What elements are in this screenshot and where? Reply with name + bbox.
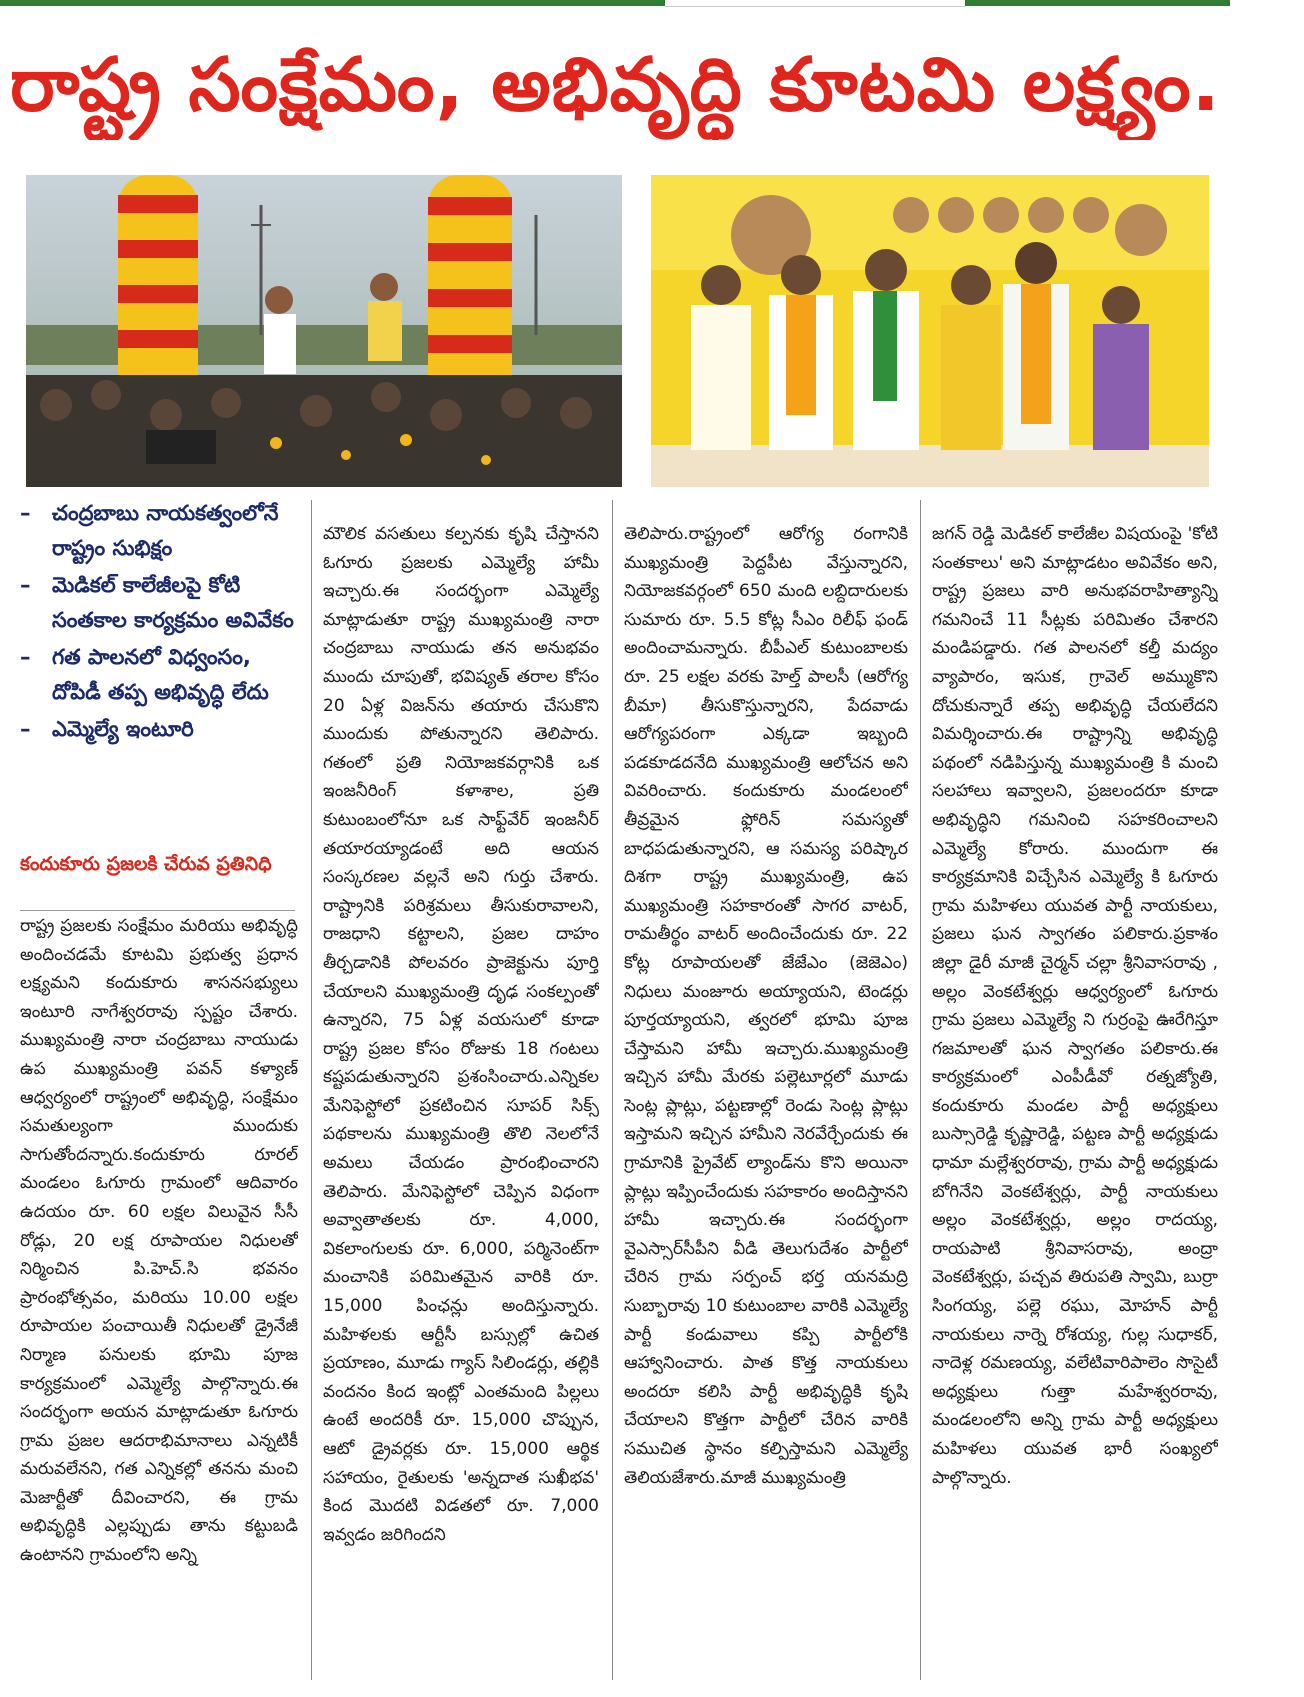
procession-photo bbox=[26, 175, 622, 487]
highlight-item: – చంద్రబాబు నాయకత్వంలోనే రాష్ట్రం సుభిక్షం bbox=[20, 501, 279, 560]
column-separator bbox=[920, 500, 921, 1680]
stage-event-photo bbox=[651, 175, 1209, 487]
article-column-4: జగన్ రెడ్డి మెడికల్ కాలేజీల విషయంపై 'కోటి సంతకాలు' అని మాట్లాడటం అవివేకం అని, రాష్ట్ర ప్రజలు వారి అనుభవరాహిత్యాన్ని గమనించే 11 సీట్లకు పరిమితం చేశారని మండిపడ్డారు. గత పాలనలో కల్తీ మద్యం వ్యాపారం, ఇసుక, గ్రావెల్ అమ్ముకొని దోచుకున్నారే తప్ప అభివృద్ధి చేయలేదని విమర్శించారు.ఈ రాష్ట్రాన్ని అభివృద్ధి పథంలో నడిపిస్తున్న ముఖ్యమంత్రి కి మంచి సలహాలు ఇవ్వాలని, ప్రజలందరూ కూడా అభివృద్ధిని గమనించి సహకరించాలని ఎమ్మెల్యే కోరారు. ముందుగా ఈ కార్యక్రమానికి విచ్చేసిన ఎమ్మెల్యే కి ఓగూరు గ్రామ మహిళలు యువత పార్టీ నాయకులు, ప్రజలు ఘన స్వాగతం పలికారు.ప్రకాశం జిల్లా డైరీ మాజీ చైర్మన్ చల్లా శ్రీనివాసరావు , అల్లం వెంకటేశ్వర్లు ఆధ్వర్యంలో ఓగూరు గ్రామ ప్రజలు ఎమ్మెల్యే ని గుర్రంపై ఊరేగిస్తూ గజమాలతో ఘన స్వాగతం పలికారు.ఈ కార్యక్రమంలో ఎంపీడీవో రత్నజ్యోతి, కందుకూరు మండల పార్టీ అధ్యక్షులు బుస్సారెడ్డి కృష్ణారెడ్డి, పట్టణ పార్టీ అధ్యక్షుడు ధామా మల్లేశ్వరరావు, గ్రామ పార్టీ అధ్యక్షుడు బోగినేని వెంకటేశ్వర్లు, పార్టీ నాయకులు అల్లం వెంకటేశ్వర్లు, అల్లం రాదయ్య, రాయపాటి శ్రీనివాసరావు, అంద్రా వెంకటేశ్వర్లు, పచ్చవ తిరుపతి స్వామి, బుర్రా సింగయ్య, పల్లె రఘు, మోహన్ పార్టీ నాయకులు నార్నె రోశయ్య, గుల్ల సుధాకర్, నాదెళ్ల రమణయ్య, వలేటివారిపాలెం సొసైటీ అధ్యక్షులు గుత్తా మహేశ్వరరావు, మండలంలోని అన్ని గ్రామ పార్టీ అధ్యక్షులు మహిళలు యువత భారీ సంఖ్యలో పాల్గొన్నారు. bbox=[932, 524, 1218, 1488]
article-column-3: తెలిపారు.రాష్ట్రంలో ఆరోగ్య రంగానికి ముఖ్యమంత్రి పెద్దపీట వేస్తున్నారని, నియోజకవర్గంలో 650 మంది లబ్దిదారులకు సుమారు రూ. 5.5 కోట్ల సీఎం రిలీఫ్ ఫండ్ అందించామన్నారు. బీపీఎల్ కుటుంబాలకు రూ. 25 లక్షల వరకు హెల్త్ పాలసీ (ఆరోగ్య బీమా) తీసుకొస్తున్నారని, పేదవాడు ఆరోగ్యపరంగా ఎక్కడా ఇబ్బంది పడకూడదనేది ముఖ్యమంత్రి ఆలోచన అని వివరించారు. కందుకూరు మండలంలో తీవ్రమైన ఫ్లోరిన్ సమస్యతో బాధపడుతున్నారని, ఆ సమస్య పరిష్కార దిశగా రాష్ట్ర ముఖ్యమంత్రి, ఉప ముఖ్యమంత్రి సహకారంతో సాగర వాటర్, రామతీర్థం వాటర్ అందించేందుకు రూ. 22 కోట్ల రూపాయలతో జేజేఎం (జెజెఎం) నిధులు మంజూరు అయ్యాయని, టెండర్లు పూర్తయ్యాయని, త్వరలో భూమి పూజ చేస్తామని హామీ ఇచ్చారు.ముఖ్యమంత్రి ఇచ్చిన హామీ మేరకు పల్లెటూర్లలో మూడు సెంట్ల ప్లాట్లు, పట్టణాల్లో రెండు సెంట్ల ప్లాట్లు ఇస్తామని ఇచ్చిన హామీని నెరవేర్చేందుకు ఈ గ్రామానికి ప్రైవేట్ ల్యాండ్‌ను కొని అయినా ప్లాట్లు ఇప్పించేందుకు సహకారం అందిస్తానని హామీ ఇచ్చారు.ఈ సందర్భంగా వైఎస్సార్‌సీపీని వీడి తెలుగుదేశం పార్టీలో చేరిన గ్రామ సర్పంచ్ భర్త యనమద్రి సుబ్బారావు 10 కుటుంబాల వారికి ఎమ్మెల్యే పార్టీ కండువాలు కప్పి పార్టీలోకి ఆహ్వానించారు. పాత కొత్త నాయకులు అందరూ కలిసి పార్టీ అభివృద్ధికి కృషి చేయాలని కొత్తగా పార్టీలో చేరిన వారికి సముచిత స్థానం కల్పిస్తామని ఎమ్మెల్యే తెలియజేశారు.మాజీ ముఖ్యమంత్రి bbox=[624, 524, 908, 1488]
column-separator bbox=[311, 500, 312, 1680]
headline: రాష్ట్ర సంక్షేమం, అభివృద్ధి కూటమి లక్ష్యం. bbox=[10, 42, 1221, 128]
top-accent-bar bbox=[0, 0, 1230, 6]
highlight-item: – గత పాలనలో విధ్వంసం, దోపిడీ తప్ప అభివృద్ధి లేదు bbox=[20, 645, 269, 704]
highlights-list bbox=[20, 496, 300, 749]
highlight-item: – మెడికల్ కాలేజీలపై కోటి సంతకాల కార్యక్రమం అవివేకం bbox=[20, 573, 294, 632]
top-accent-gap bbox=[665, 0, 965, 7]
article-column-2: మౌలిక వసతులు కల్పనకు కృషి చేస్తానని ఓగూరు ప్రజలకు ఎమ్మెల్యే హామీ ఇచ్చారు.ఈ సందర్భంగా ఎమ్మెల్యే మాట్లాడుతూ రాష్ట్ర ముఖ్యమంత్రి నారా చంద్రబాబు నాయుడు తన అనుభవం ముందు చూపుతో, భవిష్యత్ తరాల కోసం 20 ఏళ్ల విజన్‌ను తయారు చేసుకొని ముందుకు పోతున్నారని తెలిపారు. గతంలో ప్రతి నియోజకవర్గానికి ఒక ఇంజనీరింగ్ కళాశాల, ప్రతి కుటుంబంలోనూ ఒక సాఫ్ట్‌వేర్ ఇంజనీర్ తయారయ్యాడంటే అది ఆయన సంస్కరణల వల్లనే అని గుర్తు చేశారు. రాష్ట్రానికి పరిశ్రమలు తీసుకురావాలని, రాజధాని కట్టాలని, ప్రజల దాహం తీర్చడానికి పోలవరం ప్రాజెక్టును పూర్తి చేయాలని ముఖ్యమంత్రి దృఢ సంకల్పంతో ఉన్నారని, 75 ఏళ్ల వయసులో కూడా రాష్ట్ర ప్రజల కోసం రోజుకు 18 గంటలు కష్టపడుతున్నారని ప్రశంసించారు.ఎన్నికల మేనిఫెస్టోలో ప్రకటించిన సూపర్ సిక్స్ పథకాలను ముఖ్యమంత్రి తొలి నెలలోనే అమలు చేయడం ప్రారంభించారని తెలిపారు. మేనిఫెస్టోలో చెప్పిన విధంగా అవ్వాతాతలకు రూ. 4,000, వికలాంగులకు రూ. 6,000, పర్మినెంట్‌గా మంచానికి పరిమితమైన వారికి రూ. 15,000 పింఛన్లు అందిస్తున్నారు. మహిళలకు ఆర్టీసీ బస్సుల్లో ఉచిత ప్రయాణం, మూడు గ్యాస్ సిలిండర్లు, తల్లికి వందనం కింద ఇంట్లో ఎంతమంది పిల్లలు ఉంటే అందరికీ రూ. 15,000 చొప్పున, ఆటో డ్రైవర్లకు రూ. 15,000 ఆర్థిక సహాయం, రైతులకు 'అన్నదాత సుఖీభవ' కింద మొదటి విడతలో రూ. 7,000 ఇవ్వడం జరిగిందని bbox=[323, 524, 599, 1545]
byline-subhead: కందుకూరు ప్రజలకి చేరువ ప్రతినిధి bbox=[20, 853, 272, 875]
column-separator bbox=[612, 500, 613, 1680]
byline-rule bbox=[20, 910, 295, 911]
highlight-item: – ఎమ్మెల్యే ఇంటూరి bbox=[20, 717, 194, 741]
article-column-1: రాష్ట్ర ప్రజలకు సంక్షేమం మరియు అభివృద్ధి అందించడమే కూటమి ప్రభుత్వ ప్రధాన లక్ష్యమని కందుకూరు శాసనసభ్యులు ఇంటూరి నాగేశ్వరరావు స్పష్టం చేశారు. ముఖ్యమంత్రి నారా చంద్రబాబు నాయుడు ఉప ముఖ్యమంత్రి పవన్ కళ్యాణ్ ఆధ్వర్యంలో రాష్ట్రంలో అభివృద్ధి, సంక్షేమం సమతుల్యంగా ముందుకు సాగుతోందన్నారు.కందుకూరు రూరల్ మండలం ఓగూరు గ్రామంలో ఆదివారం ఉదయం రూ. 60 లక్షల విలువైన సీసీ రోడ్లు, 20 లక్ష రూపాయల నిధులతో నిర్మించిన పి.హెచ్.సి భవనం ప్రారంభోత్సవం, మరియు 10.00 లక్షల రూపాయల పంచాయితీ నిధులతో డ్రైనేజీ నిర్మాణ పనులకు భూమి పూజ కార్యక్రమంలో ఎమ్మెల్యే పాల్గొన్నారు.ఈ సందర్భంగా అయన మాట్లాడుతూ ఓగూరు గ్రామ ప్రజల ఆదరాభిమానాలు ఎన్నటికీ మరువలేనని, గత ఎన్నికల్లో తనను మంచి మెజార్టీతో దీవించారని, ఈ గ్రామ అభివృద్ధికి ఎల్లప్పుడు తాను కట్టుబడి ఉంటానని గ్రామంలోని అన్ని bbox=[20, 916, 298, 1566]
